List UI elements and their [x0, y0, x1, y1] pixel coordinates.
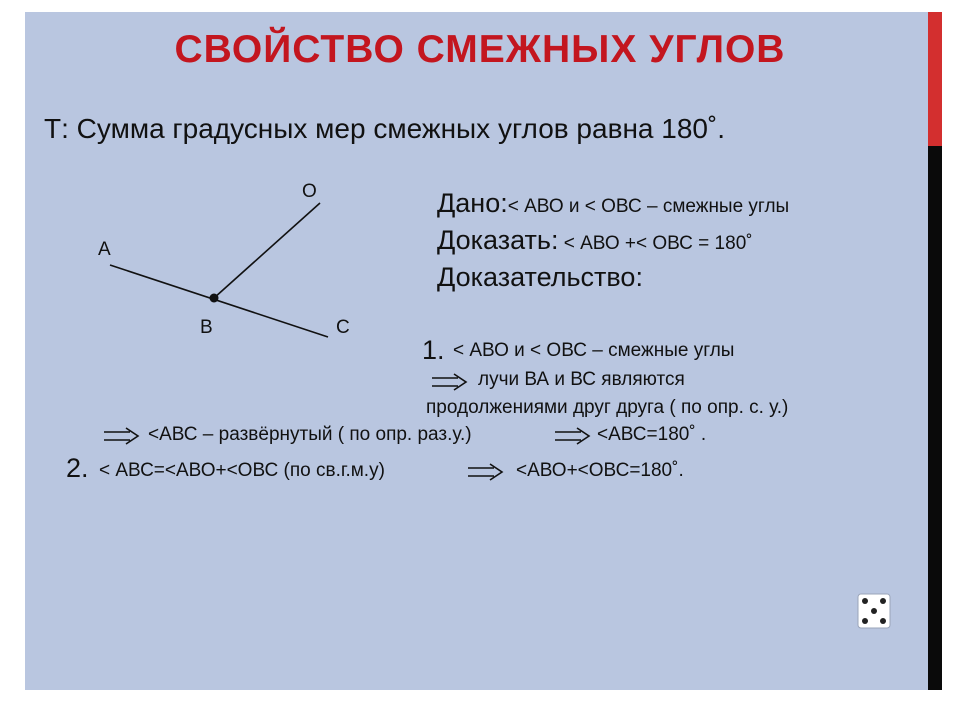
- implies-arrow-icon: [430, 372, 470, 392]
- implies-arrow-icon: [102, 426, 142, 446]
- slide-title: СВОЙСТВО СМЕЖНЫХ УГЛОВ: [174, 28, 786, 71]
- point-label-c: С: [336, 317, 350, 338]
- point-label-a: А: [98, 239, 111, 260]
- step-1-line-3: продолжениями друг друга ( по опр. с. у.): [426, 397, 789, 418]
- step-1-line-1: < АВО и < ОВС – смежные углы: [453, 340, 735, 361]
- ray-bo: [214, 203, 320, 298]
- point-label-b: В: [200, 317, 213, 338]
- step-1-line-2: лучи ВА и ВС являются: [478, 369, 685, 390]
- prove-text: < АВО +< ОВС = 180˚: [558, 233, 753, 254]
- implies-arrow-icon: [466, 462, 506, 482]
- proof-label: Доказательство:: [437, 262, 643, 292]
- vertex-point-b: [210, 294, 219, 303]
- accent-bar-black: [928, 146, 942, 690]
- dice-icon[interactable]: [857, 593, 891, 629]
- prove-label: Доказать:: [437, 225, 559, 255]
- implies-arrow-icon: [553, 426, 593, 446]
- step-2-line-2: <АВО+<ОВС=180˚.: [516, 460, 684, 481]
- step-1-line-5: <АВС=180˚ .: [597, 424, 707, 445]
- step-2-number: 2.: [66, 453, 89, 483]
- step-1-number: 1.: [422, 335, 445, 365]
- line-ac: [110, 265, 328, 337]
- step-2-line-1: < АВС=<АВО+<ОВС (по св.г.м.у): [99, 460, 385, 481]
- given-text: < АВО и < ОВС – смежные углы: [507, 196, 790, 217]
- theorem-statement: Т: Сумма градусных мер смежных углов равна 180˚.: [44, 113, 726, 144]
- prove-row: [437, 225, 753, 256]
- given-label: Дано:: [437, 188, 508, 218]
- given-row: [437, 188, 789, 219]
- adjacent-angles-diagram: [90, 175, 370, 355]
- step-1-line-4: <АВС – развёрнутый ( по опр. раз.у.): [148, 424, 472, 445]
- point-label-o: О: [302, 181, 317, 202]
